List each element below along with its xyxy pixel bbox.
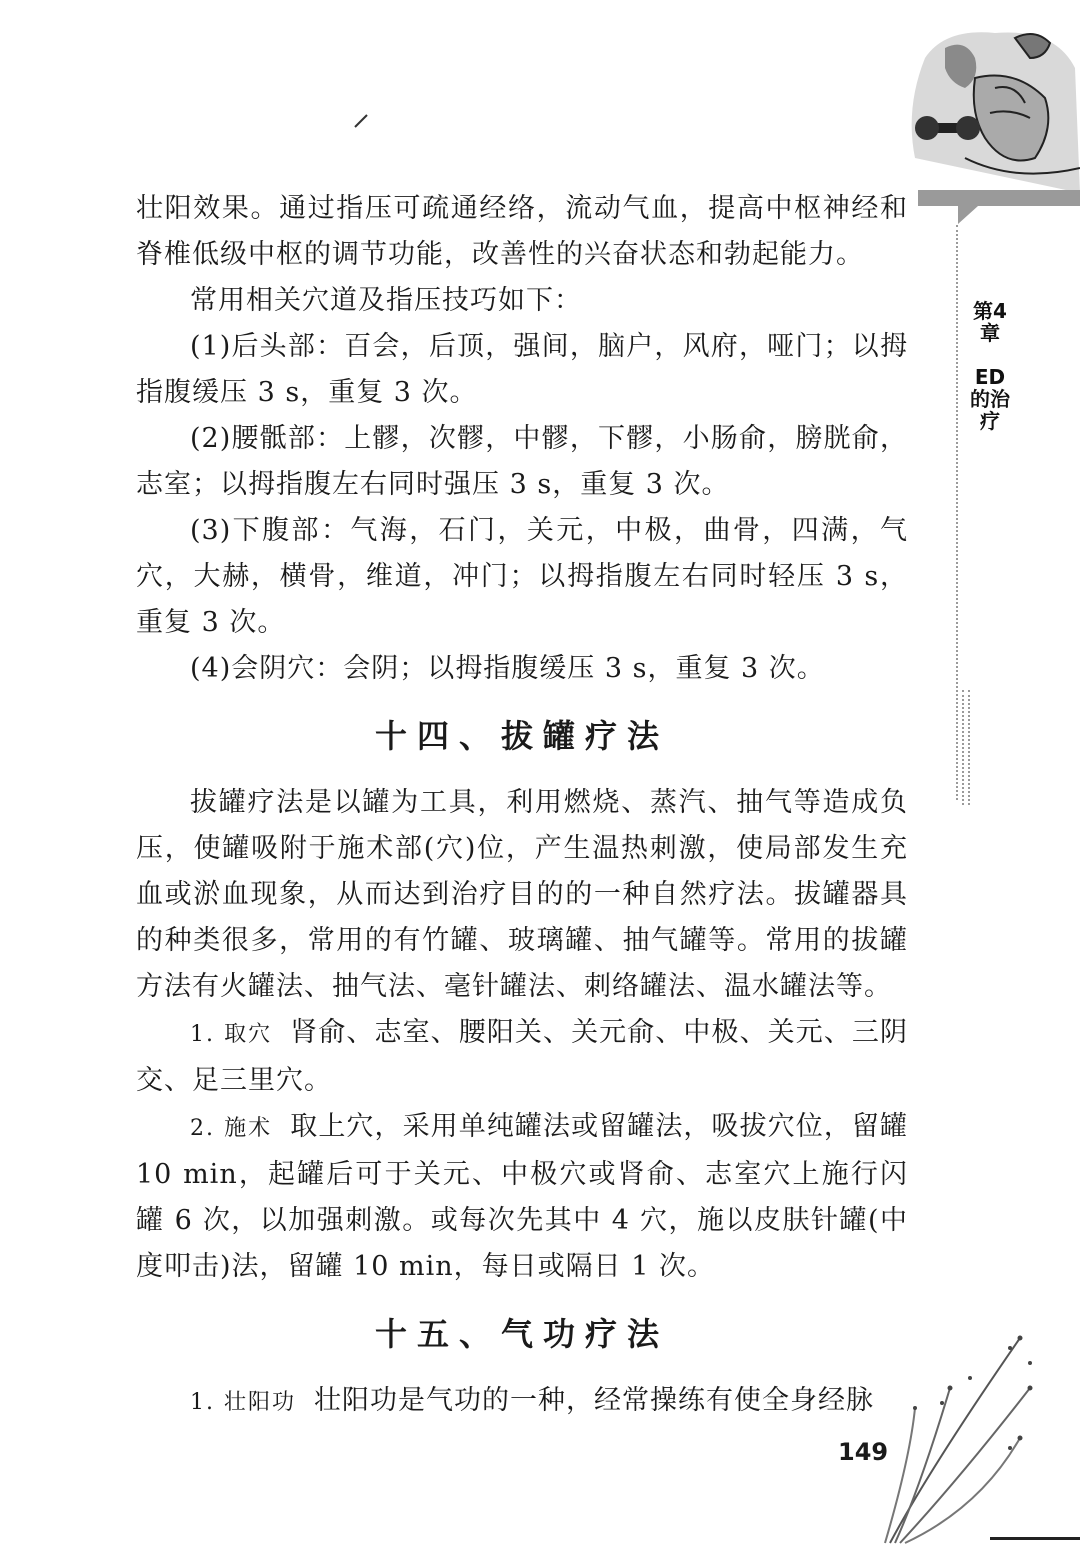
paragraph: (4)会阴穴：会阴；以拇指腹缓压 3 s，重复 3 次。 bbox=[190, 653, 825, 684]
item-label: 1. 取穴 bbox=[190, 1022, 273, 1047]
body-text bbox=[136, 186, 908, 1426]
item-text: 取上穴，采用单纯罐法或留罐法，吸拔穴位，留罐 10 min，起罐后可于关元、中极穴或肾俞、志室穴上施行闪罐 6 次，以加强刺激。或每次先其中 4 穴，施以皮肤针罐(中度叩击)法，留罐 10 min，每日或隔日 1 次。 bbox=[136, 1111, 909, 1282]
footer-rule bbox=[990, 1537, 1080, 1540]
paragraph: (1)后头部：百会，后顶，强间，脑户，风府，哑门；以拇指腹缓压 3 s，重复 3 次。 bbox=[136, 331, 908, 408]
paragraph: 拔罐疗法是以罐为工具，利用燃烧、蒸汽、抽气等造成负压，使罐吸附于施术部(穴)位，产生温热刺激，使局部发生充血或淤血现象，从而达到治疗目的的一种自然疗法。拔罐器具的种类很多，常用的有竹罐、玻璃罐、抽气罐等。常用的拔罐方法有火罐法、抽气法、毫针罐法、刺络罐法、温水罐法等。 bbox=[136, 787, 908, 1002]
paragraph bbox=[136, 1010, 908, 1104]
item-text: 壮阳功是气功的一种，经常操练有使全身经脉 bbox=[313, 1385, 874, 1416]
margin-dotted-rule bbox=[956, 225, 958, 800]
paragraph: 常用相关穴道及指压技巧如下： bbox=[190, 285, 582, 316]
paragraph bbox=[136, 1104, 908, 1290]
section-heading: 十五、气功疗法 bbox=[374, 1315, 669, 1353]
paragraph: 壮阳效果。通过指压可疏通经络，流动气血，提高中枢神经和脊椎低级中枢的调节功能，改善性的兴奋状态和勃起能力。 bbox=[136, 193, 908, 270]
margin-dotted-rule bbox=[968, 690, 970, 805]
paragraph: (3)下腹部：气海，石门，关元，中极，曲骨，四满，气穴，大赫，横骨，维道，冲门；以拇指腹左右同时轻压 3 s，重复 3 次。 bbox=[136, 515, 908, 638]
section-heading: 十四、拔罐疗法 bbox=[374, 717, 669, 755]
paragraph: (2)腰骶部：上髎，次髎，中髎，下髎，小肠俞，膀胱俞，志室；以拇指腹左右同时强压 3 s，重复 3 次。 bbox=[136, 423, 908, 500]
chapter-side-tab bbox=[970, 300, 1010, 454]
paragraph bbox=[136, 1378, 908, 1426]
margin-dotted-rule bbox=[962, 690, 964, 805]
chapter-label: 第4章 bbox=[973, 299, 1007, 345]
item-text: 肾俞、志室、腰阳关、关元俞、中极、关元、三阴交、足三里穴。 bbox=[136, 1017, 909, 1096]
item-label: 1. 壮阳功 bbox=[190, 1390, 296, 1415]
chapter-topic: ED的治疗 bbox=[970, 365, 1010, 433]
item-label: 2. 施术 bbox=[190, 1116, 273, 1141]
page-number: 149 bbox=[838, 1438, 889, 1466]
scan-mark bbox=[352, 112, 370, 130]
grass-sprig-illustration bbox=[870, 1318, 1080, 1548]
chapter-tab-rule bbox=[918, 188, 1080, 224]
muscleman-dumbbell-illustration bbox=[905, 18, 1080, 193]
